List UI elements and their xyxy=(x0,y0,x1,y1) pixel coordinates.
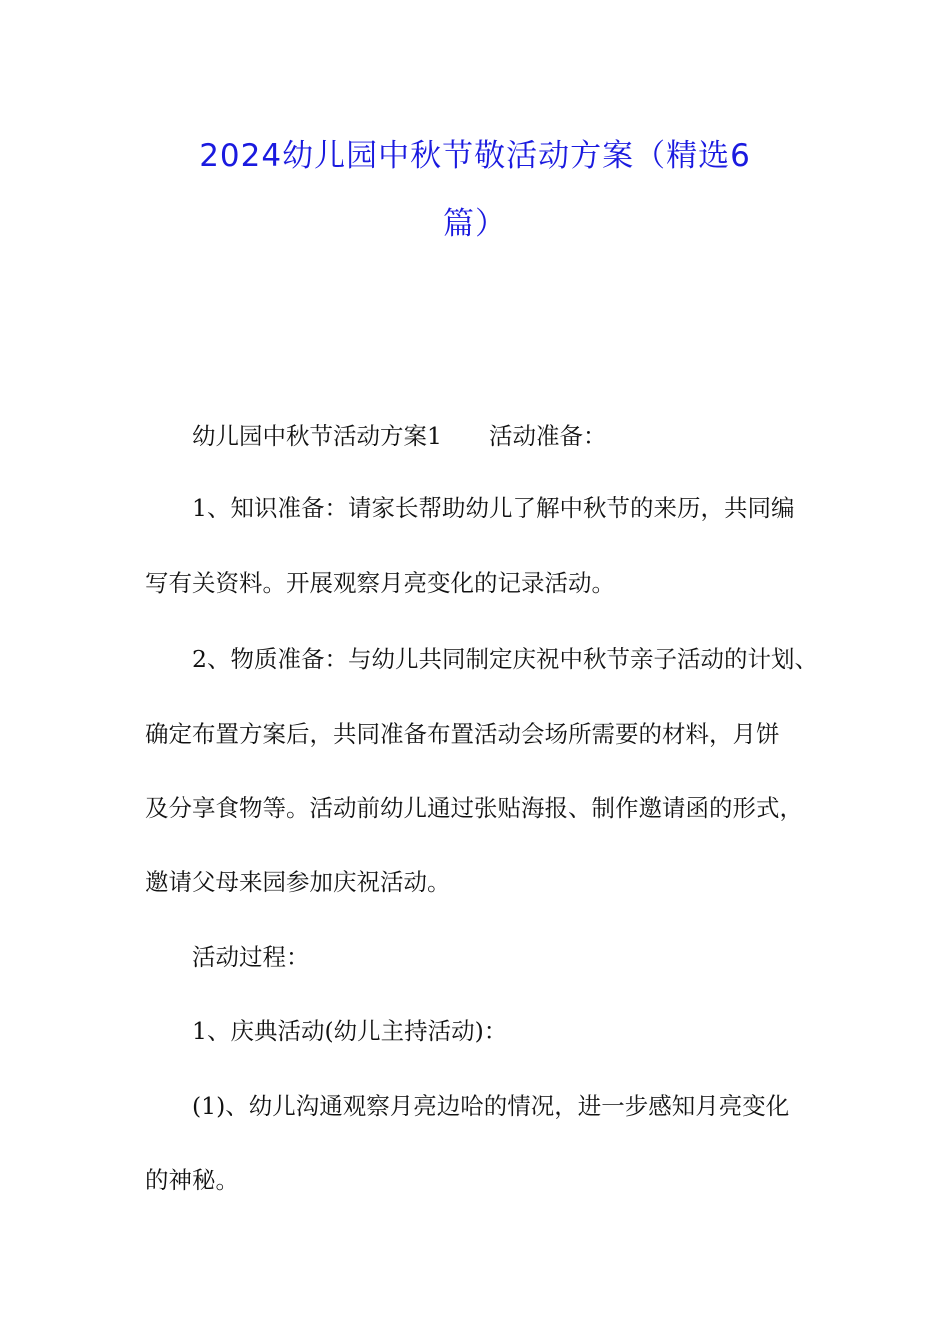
paragraph-line: 确定布置方案后，共同准备布置活动会场所需要的材料，月饼 xyxy=(145,720,780,748)
document-title-line-1: 2024幼儿园中秋节敬活动方案（精选6 xyxy=(199,138,751,174)
paragraph-line: 及分享食物等。活动前幼儿通过张贴海报、制作邀请函的形式， xyxy=(145,794,803,822)
paragraph-line: 的神秘。 xyxy=(145,1166,239,1194)
paragraph-line: 1、知识准备：请家长帮助幼儿了解中秋节的来历，共同编 xyxy=(192,494,795,522)
section-heading: 活动过程： xyxy=(192,943,310,971)
section-heading: 幼儿园中秋节活动方案1 活动准备： xyxy=(192,422,607,450)
paragraph-line: 写有关资料。开展观察月亮变化的记录活动。 xyxy=(145,569,615,597)
paragraph-line: 邀请父母来园参加庆祝活动。 xyxy=(145,868,451,896)
paragraph-line: 2、物质准备：与幼儿共同制定庆祝中秋节亲子活动的计划、 xyxy=(192,645,818,673)
paragraph-line: (1)、幼儿沟通观察月亮边哈的情况，进一步感知月亮变化 xyxy=(192,1092,790,1120)
paragraph-line: 1、庆典活动(幼儿主持活动)： xyxy=(192,1017,508,1045)
document-title-line-2: 篇） xyxy=(443,206,507,242)
